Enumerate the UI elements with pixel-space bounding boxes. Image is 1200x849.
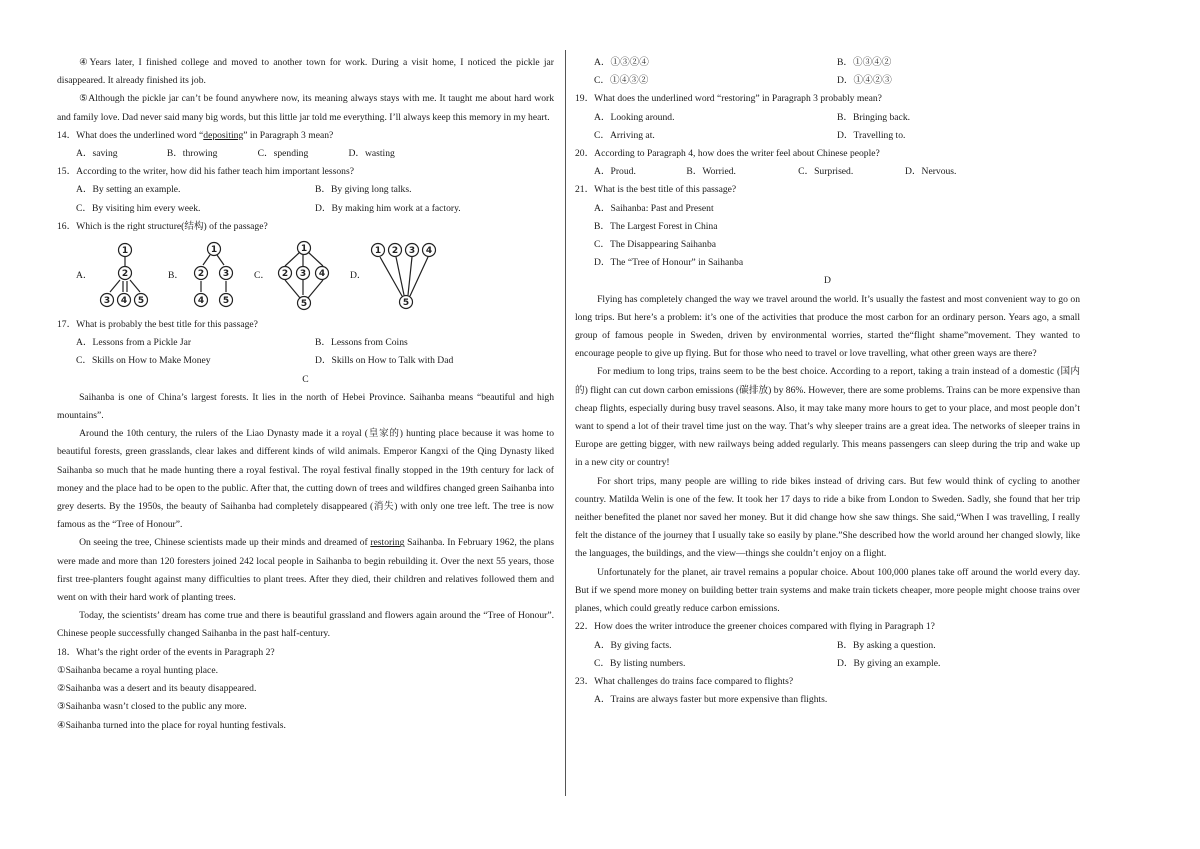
d-node-1: 1	[374, 246, 382, 257]
q15-option-d[interactable]: D．By making him work at a factory.	[315, 202, 461, 214]
b-node-4: 4	[197, 296, 205, 307]
c-node-3: 3	[299, 269, 307, 280]
q18-option-a[interactable]: A．①③②④	[594, 57, 649, 68]
structure-option-d[interactable]	[350, 240, 446, 312]
question-16	[57, 218, 554, 316]
question-20	[575, 145, 1080, 181]
q20-option-b[interactable]: B．Worried.	[686, 166, 736, 178]
paragraph-4: ④Years later, I finished college and moved to another town for work. During a visit home, I noticed the pickle jar disappeared. It already finished its job.	[57, 57, 554, 87]
c-node-5: 5	[300, 299, 308, 310]
q22-option-c[interactable]: C．By listing numbers.	[594, 657, 686, 669]
q15-option-c[interactable]: C．By visiting him every week.	[76, 202, 201, 214]
column-divider	[565, 50, 566, 796]
c-p3-post: Saihanba. In February 1962, the plans were made and more than 120 foresters joined 242 local people in Saihanba to begin rebuilding it. Over the next 55 years, those first tree-planters fought against many difficulties to plant trees. After they died, their children and relatives followed them and went on with their hard work of planting trees.	[57, 537, 554, 604]
q21-option-b[interactable]: B．The Largest Forest in China	[594, 220, 718, 232]
q14-option-a[interactable]: A．saving	[76, 148, 118, 160]
structure-label-d: D．	[350, 269, 367, 281]
q23-option-a[interactable]: A．Trains are always faster but more expensive than flights.	[594, 694, 828, 706]
q20-option-d[interactable]: D．Nervous.	[905, 166, 957, 178]
question-14	[57, 127, 554, 163]
event-item: ③Saihanba wasn’t closed to the public any more.	[57, 701, 247, 713]
q17-option-a[interactable]: A．Lessons from a Pickle Jar	[76, 337, 192, 349]
event-item: ②Saihanba was a desert and its beauty disappeared.	[57, 683, 257, 695]
question-18	[57, 644, 554, 735]
d-paragraph-2: For medium to long trips, trains seem to be the best choice. According to a report, taking a train instead of a domestic (国内的) flight can cut down carbon emissions (碳排放) by 86%. However, there are some problems. Trains can be more expensive than cheap flights, especially during busy travel seasons. Also, it may take many more hours to get to your place, and most people don’t want to spend a lot of their travel time just on the way. That’s why sleeper trains are a great idea. The networks of sleeper trains in Europe are getting bigger, with new railways being added regularly. This means passengers can sleep during the trip and wake up in a new city or country!	[575, 366, 1080, 469]
structure-diagram-b	[186, 241, 242, 311]
question-20-options	[575, 163, 1080, 181]
question-15-options	[57, 181, 554, 217]
structure-label-b: B．	[168, 269, 184, 281]
q17-option-c[interactable]: C．Skills on How to Make Money	[76, 355, 211, 367]
structure-diagram-a	[94, 241, 156, 311]
c-node-4: 4	[318, 269, 326, 280]
right-column	[575, 54, 1080, 709]
d-paragraph-3: For short trips, many people are willing to ride bikes instead of driving cars. But few would think of cycling to another country. Matilda Welin is one of the few. It took her 17 days to ride a bike from London to Sweden. Sadly, she found that her trip neither benefited the planet nor saved her money. But it did change how she saw things. She said,“When I was travelling, I really felt the distance of the journey that I usually take so easily by plane.”She described how the world around her changed slowly, like the languages, the buildings, and the view—things she couldn’t enjoy on a flight.	[575, 475, 1080, 560]
question-14-text	[57, 127, 554, 145]
d-node-3: 3	[408, 246, 416, 257]
d-node-2: 2	[391, 246, 399, 257]
question-20-text: 20．According to Paragraph 4, how does the writer feel about Chinese people?	[575, 148, 880, 160]
b-node-5: 5	[222, 296, 230, 307]
a-node-3: 3	[103, 296, 111, 307]
structure-diagram-c	[272, 240, 338, 312]
c-paragraph-1: Saihanba is one of China’s largest forests. It lies in the north of Hebei Province. Saihanba means “beautiful and high mountains”.	[57, 391, 554, 422]
section-heading-d: D	[824, 275, 831, 287]
a-node-4: 4	[120, 296, 128, 307]
c-node-1: 1	[300, 244, 308, 255]
question-18-events	[57, 662, 554, 735]
question-19-text: 19．What does the underlined word “restoring” in Paragraph 3 probably mean?	[575, 93, 882, 105]
question-18-text: 18．What’s the right order of the events in Paragraph 2?	[57, 646, 275, 658]
q15-option-a[interactable]: A．By setting an example.	[76, 184, 181, 196]
b-node-2: 2	[197, 269, 205, 280]
q22-option-a[interactable]: A．By giving facts.	[594, 639, 672, 651]
event-item: ④Saihanba turned into the place for royal hunting festivals.	[57, 719, 286, 731]
d-node-5: 5	[402, 298, 410, 309]
question-14-options	[57, 145, 554, 163]
q21-option-a[interactable]: A．Saihanba: Past and Present	[594, 202, 714, 214]
structure-label-a: A．	[76, 269, 93, 281]
q20-option-a[interactable]: A．Proud.	[594, 166, 636, 178]
q17-option-b[interactable]: B．Lessons from Coins	[315, 337, 408, 349]
q19-option-a[interactable]: A．Looking around.	[594, 111, 675, 123]
question-17	[57, 316, 554, 371]
c-p3-pre: On seeing the tree, Chinese scientists made up their minds and dreamed of	[79, 537, 371, 549]
question-21	[575, 181, 1080, 272]
structure-option-a[interactable]	[76, 241, 156, 311]
c-paragraph-4: Today, the scientists’ dream has come true and there is beautiful grassland and flowers again around the “Tree of Honour”. Chinese people successfully changed Saihanba in the past half-century.	[57, 610, 554, 640]
question-15-text: 15．According to the writer, how did his father teach him important lessons?	[57, 166, 354, 178]
b-node-3: 3	[222, 269, 230, 280]
q14-underlined-word: depositing	[203, 129, 244, 141]
a-node-2: 2	[121, 269, 129, 280]
q14-text-pre: 14．What does the underlined word “	[57, 129, 204, 141]
question-22	[575, 618, 1080, 673]
paragraph-5: ⑤Although the pickle jar can’t be found anywhere now, its meaning always stays with me. It taught me about hard work and family love. Dad never said many big words, but this little jar told me everything. I’ll always keep this memory in my heart.	[57, 93, 554, 123]
q20-option-c[interactable]: C．Surprised.	[798, 166, 854, 178]
q21-option-d[interactable]: D．The “Tree of Honour” in Saihanba	[594, 257, 744, 269]
question-15	[57, 163, 554, 218]
event-item: ①Saihanba became a royal hunting place.	[57, 664, 218, 676]
q22-option-b[interactable]: B．By asking a question.	[837, 639, 936, 651]
question-19-options	[575, 109, 1080, 145]
c-node-2: 2	[281, 269, 289, 280]
q18-option-d[interactable]: D．①④②③	[837, 75, 892, 87]
structure-diagrams	[57, 236, 554, 316]
structure-diagram-d	[368, 240, 446, 312]
question-23-text: 23．What challenges do trains face compared to flights?	[575, 675, 794, 687]
q19-option-c[interactable]: C．Arriving at.	[594, 129, 655, 141]
question-22-text: 22．How does the writer introduce the greener choices compared with flying in Paragraph 1?	[575, 621, 935, 633]
question-19	[575, 90, 1080, 145]
d-paragraph-1: Flying has completely changed the way we travel around the world. It’s usually the fastest and most convenient way to go on long trips. But here’s a problem: it’s one of the activities that produce the most carbon for an ordinary person. Years ago, a small group of famous people in Sweden, driven by environmental worries, started the“flight shame”movement. They wanted to encourage people to give up flying. But for those who need to travel or love travelling, what other green ways are there?	[575, 293, 1080, 360]
question-21-options	[575, 200, 1080, 273]
q19-option-d[interactable]: D．Travelling to.	[837, 129, 906, 141]
question-16-text: 16．Which is the right structure(结构) of the passage?	[57, 220, 268, 232]
c-paragraph-2: Around the 10th century, the rulers of the Liao Dynasty made it a royal (皇家的) hunting place because it was home to beautiful forests, green grasslands, clear lakes and different kinds of wild animals. Emperor Kangxi of the Qing Dynasty liked Saihanba so much that he made hunting there a royal festival. The royal festival finally stopped in the 19th century for lack of money and the place had to be open to the public. After that, the cutting down of trees and wildfires changed green Saihanba into grey deserts. By the 1950s, the beauty of Saihanba had completely disappeared (消失) with only one tree left. The tree is now famous as the “Tree of Honour”.	[57, 428, 554, 531]
c-p3-underlined-word: restoring	[370, 537, 405, 549]
q18-option-b[interactable]: B．①③④②	[837, 57, 892, 68]
section-heading-c: C	[302, 373, 309, 385]
q14-text-post: ” in Paragraph 3 mean?	[243, 129, 334, 141]
q17-option-d[interactable]: D．Skills on How to Talk with Dad	[315, 355, 454, 367]
q18-option-c[interactable]: C．①④③②	[594, 75, 649, 87]
question-22-options	[575, 637, 1080, 673]
q14-option-c[interactable]: C．spending	[257, 148, 309, 160]
question-17-options	[57, 334, 554, 370]
question-18-options	[575, 54, 1080, 90]
q15-option-b[interactable]: B．By giving long talks.	[315, 184, 412, 196]
question-23-options	[575, 691, 1080, 709]
d-paragraph-4: Unfortunately for the planet, air travel remains a popular choice. About 100,000 planes take off around the world every day. But if we spend more money on building better train systems and make train tickets cheaper, more people might choose trains over planes, which could greatly reduce carbon emissions.	[575, 566, 1080, 615]
q21-option-c[interactable]: C．The Disappearing Saihanba	[594, 239, 717, 251]
c-paragraph-3	[57, 534, 554, 607]
left-column	[57, 54, 554, 735]
b-node-1: 1	[210, 245, 218, 256]
structure-option-c[interactable]	[254, 240, 338, 312]
q19-option-b[interactable]: B．Bringing back.	[837, 111, 911, 123]
q22-option-d[interactable]: D．By giving an example.	[837, 657, 941, 669]
d-node-4: 4	[425, 246, 433, 257]
structure-option-b[interactable]	[168, 241, 242, 311]
question-17-text: 17．What is probably the best title for this passage?	[57, 319, 258, 331]
a-node-1: 1	[121, 246, 129, 257]
question-21-text: 21．What is the best title of this passage?	[575, 184, 737, 196]
q14-option-b[interactable]: B．throwing	[166, 148, 218, 160]
question-23	[575, 673, 1080, 709]
structure-label-c: C．	[254, 269, 270, 281]
q14-option-d[interactable]: D．wasting	[348, 148, 395, 160]
a-node-5: 5	[137, 296, 145, 307]
